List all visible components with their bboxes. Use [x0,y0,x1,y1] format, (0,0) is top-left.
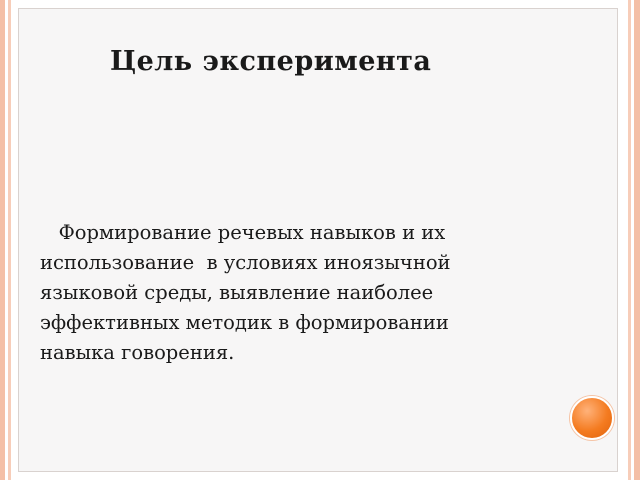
body-line: Формирование речевых навыков и их [40,221,446,244]
orange-circle-icon [570,396,614,440]
body-line: использование в условиях иноязычной [40,251,451,274]
left-frame-stripe [0,0,5,480]
right-frame-stripe-inner [628,0,631,480]
body-line: навыка говорения. [40,341,235,364]
body-line: эффективных методик в формировании [40,311,449,334]
right-frame-stripe [634,0,640,480]
left-frame-stripe-inner [8,0,11,480]
slide-title: Цель эксперимента [110,46,432,77]
body-line: языковой среды, выявление наиболее [40,281,434,304]
slide-body-text [40,218,560,368]
